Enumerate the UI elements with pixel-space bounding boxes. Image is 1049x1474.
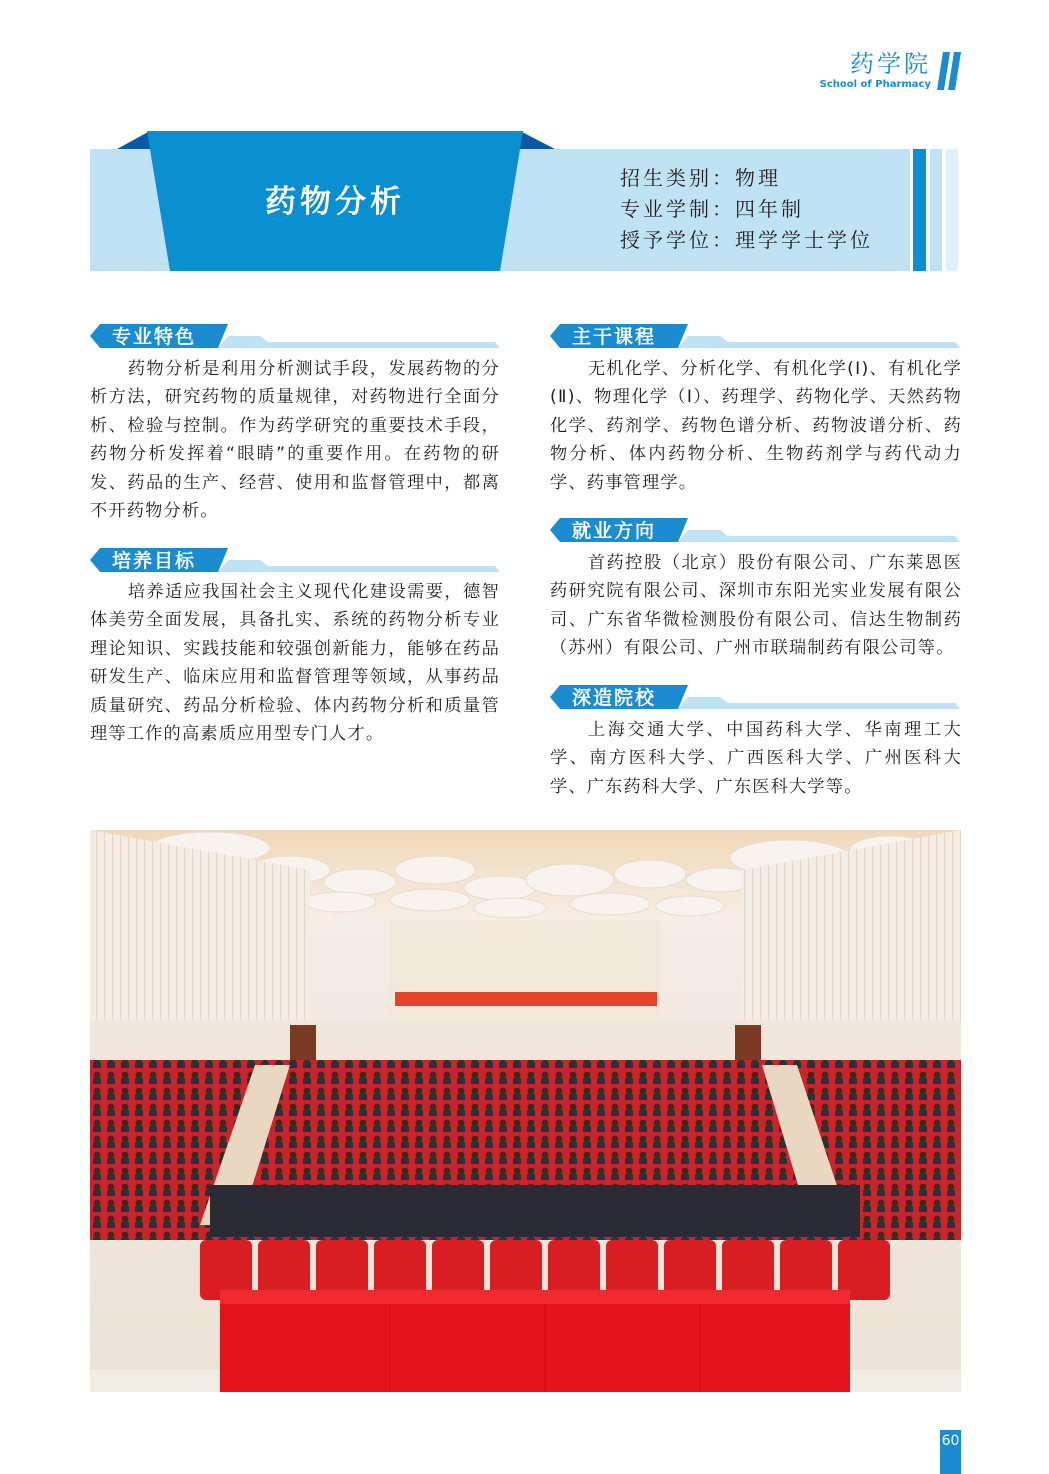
school-name-en: School of Pharmacy bbox=[819, 79, 931, 90]
section-heading-goals bbox=[90, 546, 500, 576]
section-heading-courses bbox=[550, 322, 960, 352]
courses-text: 无机化学、分析化学、有机化学(Ⅰ)、有机化学(Ⅱ)、物理化学（Ⅰ）、药理学、药物化学、天然药物化学、药剂学、药物色谱分析、药物波谱分析、药物分析、体内药物分析、生物药剂学与药代动力学、药事管理学。 bbox=[550, 359, 962, 493]
meta-label: 授予学位： bbox=[620, 228, 735, 252]
school-name-cn: 药学院 bbox=[850, 50, 931, 78]
auditorium-photo bbox=[90, 830, 961, 1392]
page-number: 60 bbox=[940, 1430, 961, 1474]
meta-value: 物理 bbox=[735, 166, 781, 190]
decor-stripe bbox=[913, 149, 926, 271]
major-meta bbox=[620, 163, 873, 256]
event-banner bbox=[395, 992, 657, 1006]
brand-slash-icon bbox=[937, 52, 963, 92]
decor-stripe bbox=[946, 149, 958, 271]
section-heading-label: 培养目标 bbox=[112, 550, 197, 572]
major-title: 药物分析 bbox=[265, 184, 405, 220]
meta-label: 招生类别： bbox=[620, 166, 735, 190]
meta-row-category bbox=[620, 163, 873, 194]
meta-row-degree bbox=[620, 225, 873, 256]
careers-text: 首药控股（北京）股份有限公司、广东莱恩医药研究院有限公司、深圳市东阳光实业发展有限公司、广东省华微检测股份有限公司、信达生物制药（苏州）有限公司、广州市联瑞制药有限公司等。 bbox=[550, 553, 962, 659]
school-brand bbox=[820, 50, 931, 91]
decor-stripe bbox=[930, 149, 942, 271]
meta-value: 理学学士学位 bbox=[735, 228, 873, 252]
section-heading-careers bbox=[550, 516, 960, 546]
meta-row-duration bbox=[620, 194, 873, 225]
meta-label: 专业学制： bbox=[620, 197, 735, 221]
section-heading-label: 深造院校 bbox=[572, 687, 657, 709]
further-study-text: 上海交通大学、中国药科大学、华南理工大学、南方医科大学、广西医科大学、广州医科大学、广东药科大学、广东医科大学等。 bbox=[550, 720, 962, 797]
section-heading-label: 专业特色 bbox=[112, 326, 197, 348]
section-heading-label: 主干课程 bbox=[572, 326, 657, 348]
features-text: 药物分析是利用分析测试手段，发展药物的分析方法，研究药物的质量规律，对药物进行全面分析、检验与控制。作为药学研究的重要技术手段，药物分析发挥着“眼睛”的重要作用。在药物的研发、药品的生产、经营、使用和监督管理中，都离不开药物分析。 bbox=[90, 359, 500, 522]
section-heading-label: 就业方向 bbox=[572, 520, 657, 542]
goals-text: 培养适应我国社会主义现代化建设需要，德智体美劳全面发展，具备扎实、系统的药物分析专业理论知识、实践技能和较强创新能力，能够在药品研发生产、临床应用和监督管理等领域，从事药品质量研究、药品分析检验、体内药物分析和质量管理等工作的高素质应用型专门人才。 bbox=[90, 582, 500, 745]
section-heading-features bbox=[90, 322, 500, 352]
auditorium-illustration bbox=[90, 830, 961, 1392]
meta-value: 四年制 bbox=[735, 197, 804, 221]
section-heading-further-study bbox=[550, 683, 960, 713]
